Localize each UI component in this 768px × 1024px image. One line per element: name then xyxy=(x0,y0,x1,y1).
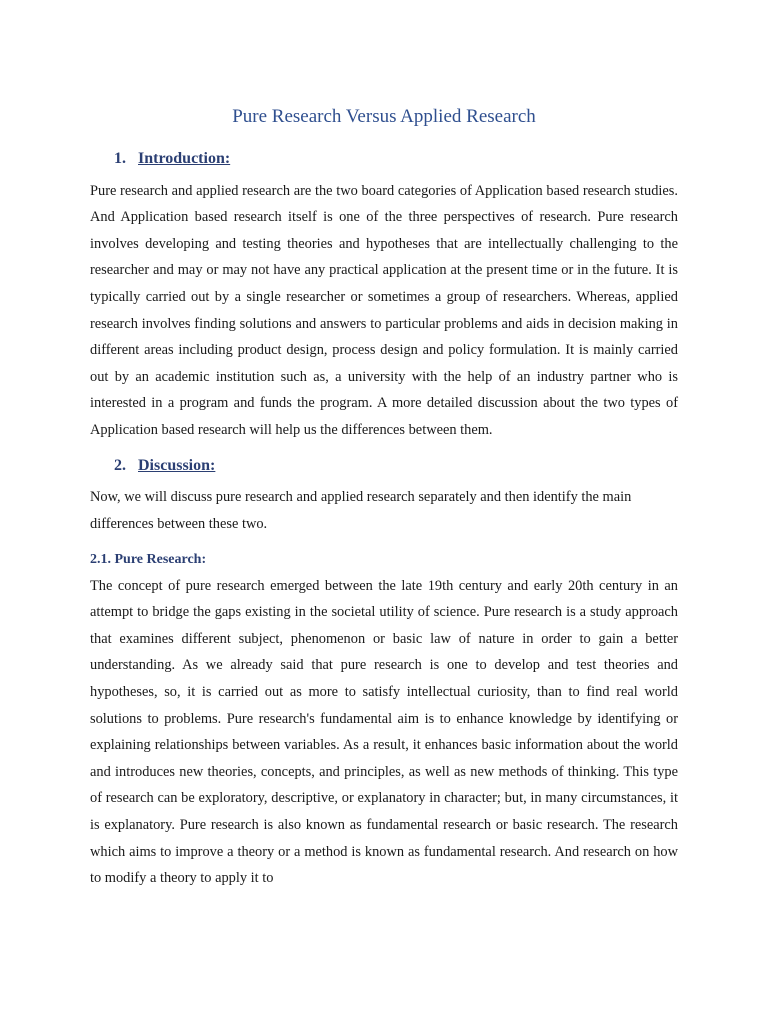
section-number: 1. xyxy=(114,149,126,167)
section-heading-discussion xyxy=(114,456,678,477)
section-title: Discussion: xyxy=(138,456,216,474)
pure-research-paragraph: The concept of pure research emerged between the late 19th century and early 20th century in an attempt to bridge the gaps existing in the societal utility of science. Pure research is a study approach that examines different subject, phenomenon or basic law of nature in order to gain a better understanding. As we already said that pure research is one to develop and test theories and hypotheses, so, it is carried out as more to satisfy intellectual curiosity, than to find real world solutions to problems. Pure research's fundamental aim is to enhance knowledge by identifying or explaining relationships between variables. As a result, it enhances basic information about the world and introduces new theories, concepts, and principles, as well as new methods of thinking. This type of research can be exploratory, descriptive, or explanatory in character; but, in many circumstances, it is explanatory. Pure research is also known as fundamental research or basic research. The research which aims to improve a theory or a method is known as fundamental research. And research on how to modify a theory to apply it to xyxy=(90,577,678,887)
subsection-heading-pure-research: 2.1. Pure Research: xyxy=(90,551,207,567)
section-title: Introduction: xyxy=(138,149,231,167)
section-number: 2. xyxy=(114,456,126,474)
document-title: Pure Research Versus Applied Research xyxy=(232,106,536,127)
section-heading-introduction xyxy=(114,149,678,170)
discussion-paragraph: Now, we will discuss pure research and applied research separately and then identify the main differences between these two. xyxy=(90,489,632,532)
introduction-paragraph: Pure research and applied research are the two board categories of Application based research studies. And Application based research itself is one of the three perspectives of research. Pure research involves developing and testing theories and hypotheses that are intellectually challenging to the researcher and may or may not have any practical application at the present time or in the future. It is typically carried out by a single researcher or sometimes a group of researchers. Whereas, applied research involves finding solutions and answers to particular problems and aids in decision making in different areas including product design, process design and policy formulation. It is mainly carried out by an academic institution such as, a university with the help of an industry partner who is interested in a program and funds the program. A more detailed discussion about the two types of Application based research will help us the differences between them. xyxy=(90,182,678,438)
